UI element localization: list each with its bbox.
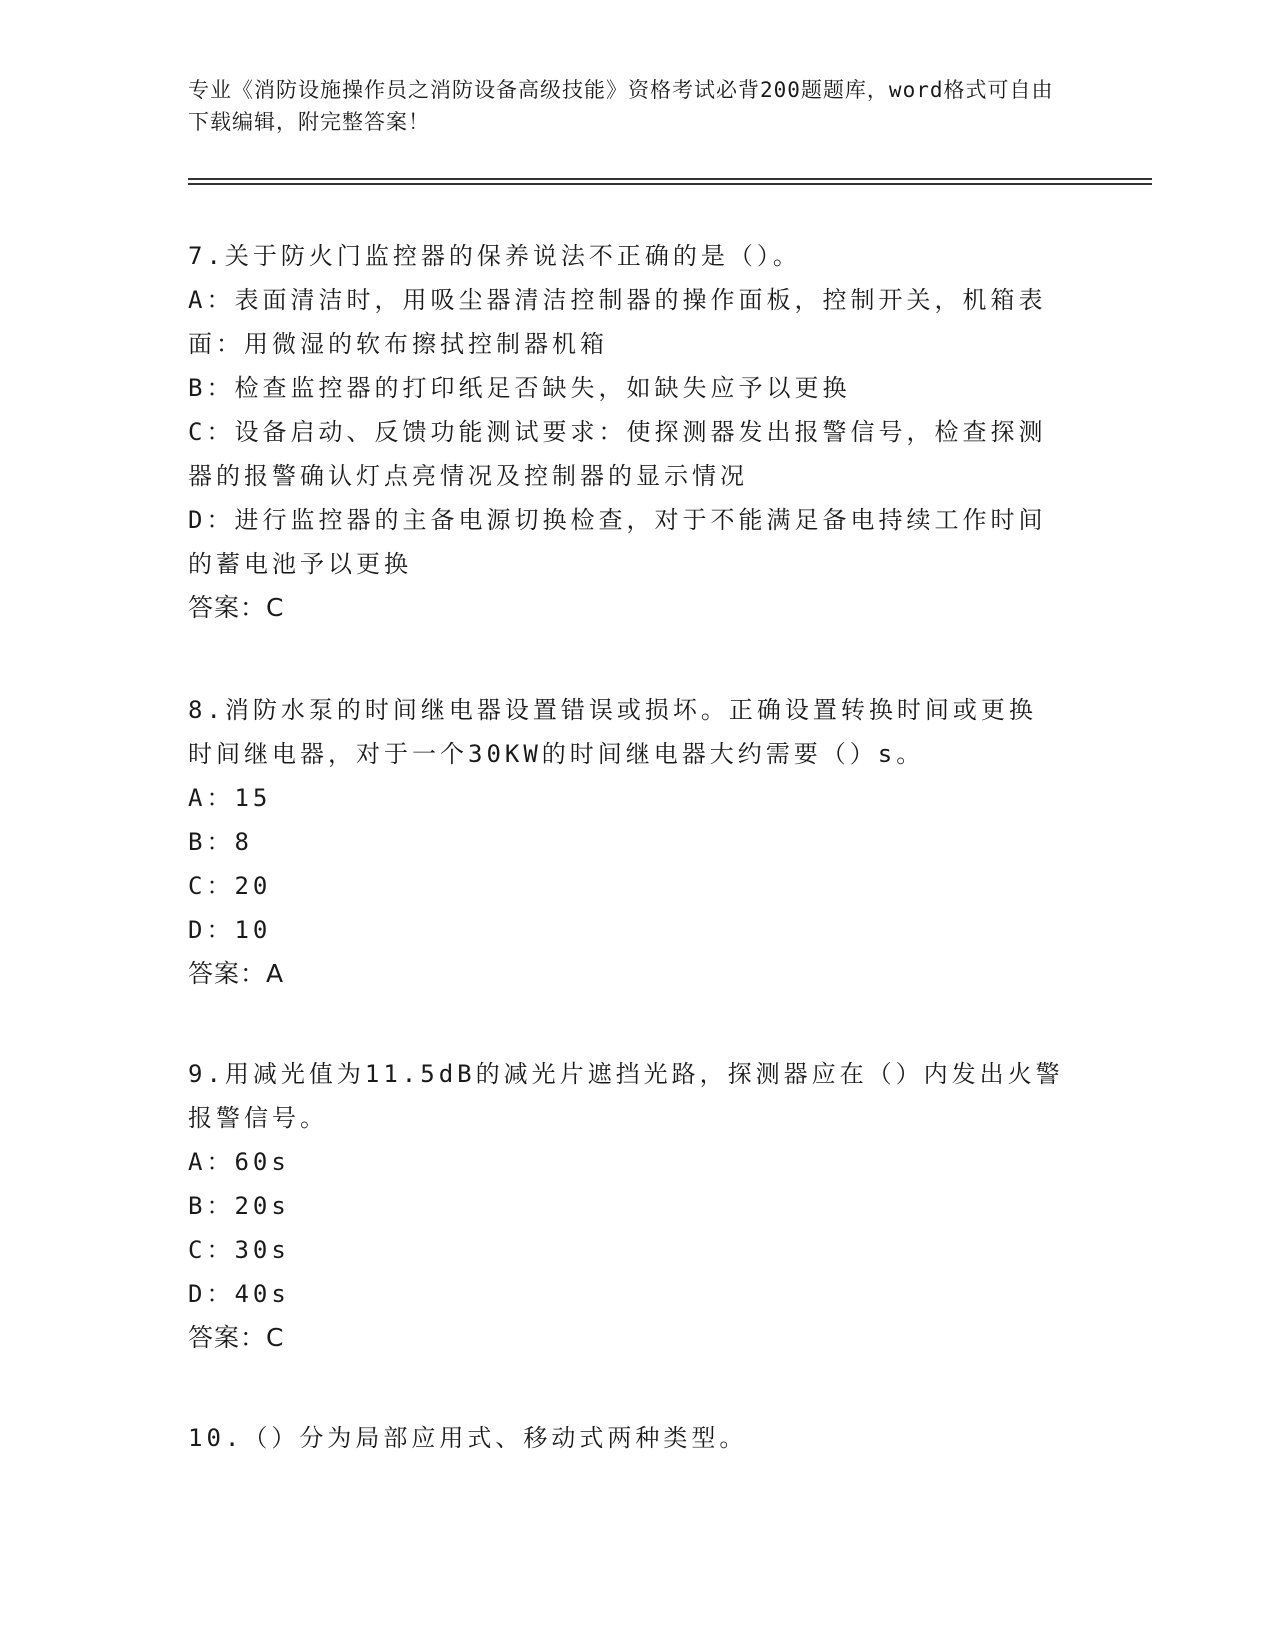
option-b: B：检查监控器的打印纸足否缺失，如缺失应予以更换 [188, 374, 851, 402]
option-c: C：设备启动、反馈功能测试要求：使探测器发出报警信号，检查探测 [188, 418, 1047, 446]
answer-label: 答案：C [188, 593, 285, 622]
question-8 [188, 688, 1078, 996]
option-c: C：20 [188, 872, 272, 900]
document-header: 专业《消防设施操作员之消防设备高级技能》资格考试必背200题题库，word格式可自由下载编辑，附完整答案！ [188, 78, 1054, 134]
option-a: A：15 [188, 784, 272, 812]
option-d: D：40s [188, 1280, 290, 1308]
question-7 [188, 234, 1078, 630]
option-b: B：20s [188, 1192, 290, 1220]
question-10 [188, 1416, 1078, 1460]
option-c: C：30s [188, 1236, 290, 1264]
header-rule-top [188, 178, 1152, 180]
option-d-continued: 的蓄电池予以更换 [188, 550, 412, 578]
header-rule-bottom [188, 183, 1152, 185]
question-stem-continued: 报警信号。 [188, 1104, 328, 1132]
option-a: A：表面清洁时，用吸尘器清洁控制器的操作面板，控制开关，机箱表 [188, 286, 1047, 314]
option-c-continued: 器的报警确认灯点亮情况及控制器的显示情况 [188, 462, 748, 490]
question-stem: 10.（）分为局部应用式、移动式两种类型。 [188, 1424, 748, 1452]
question-stem: 9.用减光值为11.5dB的减光片遮挡光路，探测器应在（）内发出火警 [188, 1060, 1064, 1088]
answer-label: 答案：C [188, 1323, 285, 1352]
option-a: A：60s [188, 1148, 290, 1176]
question-9 [188, 1052, 1078, 1360]
option-d: D：进行监控器的主备电源切换检查，对于不能满足备电持续工作时间 [188, 506, 1047, 534]
question-stem-continued: 时间继电器，对于一个30KW的时间继电器大约需要（）s。 [188, 740, 925, 768]
question-stem: 7.关于防火门监控器的保养说法不正确的是（）。 [188, 242, 801, 270]
option-d: D：10 [188, 916, 272, 944]
answer-label: 答案：A [188, 959, 285, 988]
option-a-continued: 面：用微湿的软布擦拭控制器机箱 [188, 330, 608, 358]
question-stem: 8.消防水泵的时间继电器设置错误或损坏。正确设置转换时间或更换 [188, 696, 1037, 724]
option-b: B：8 [188, 828, 253, 856]
